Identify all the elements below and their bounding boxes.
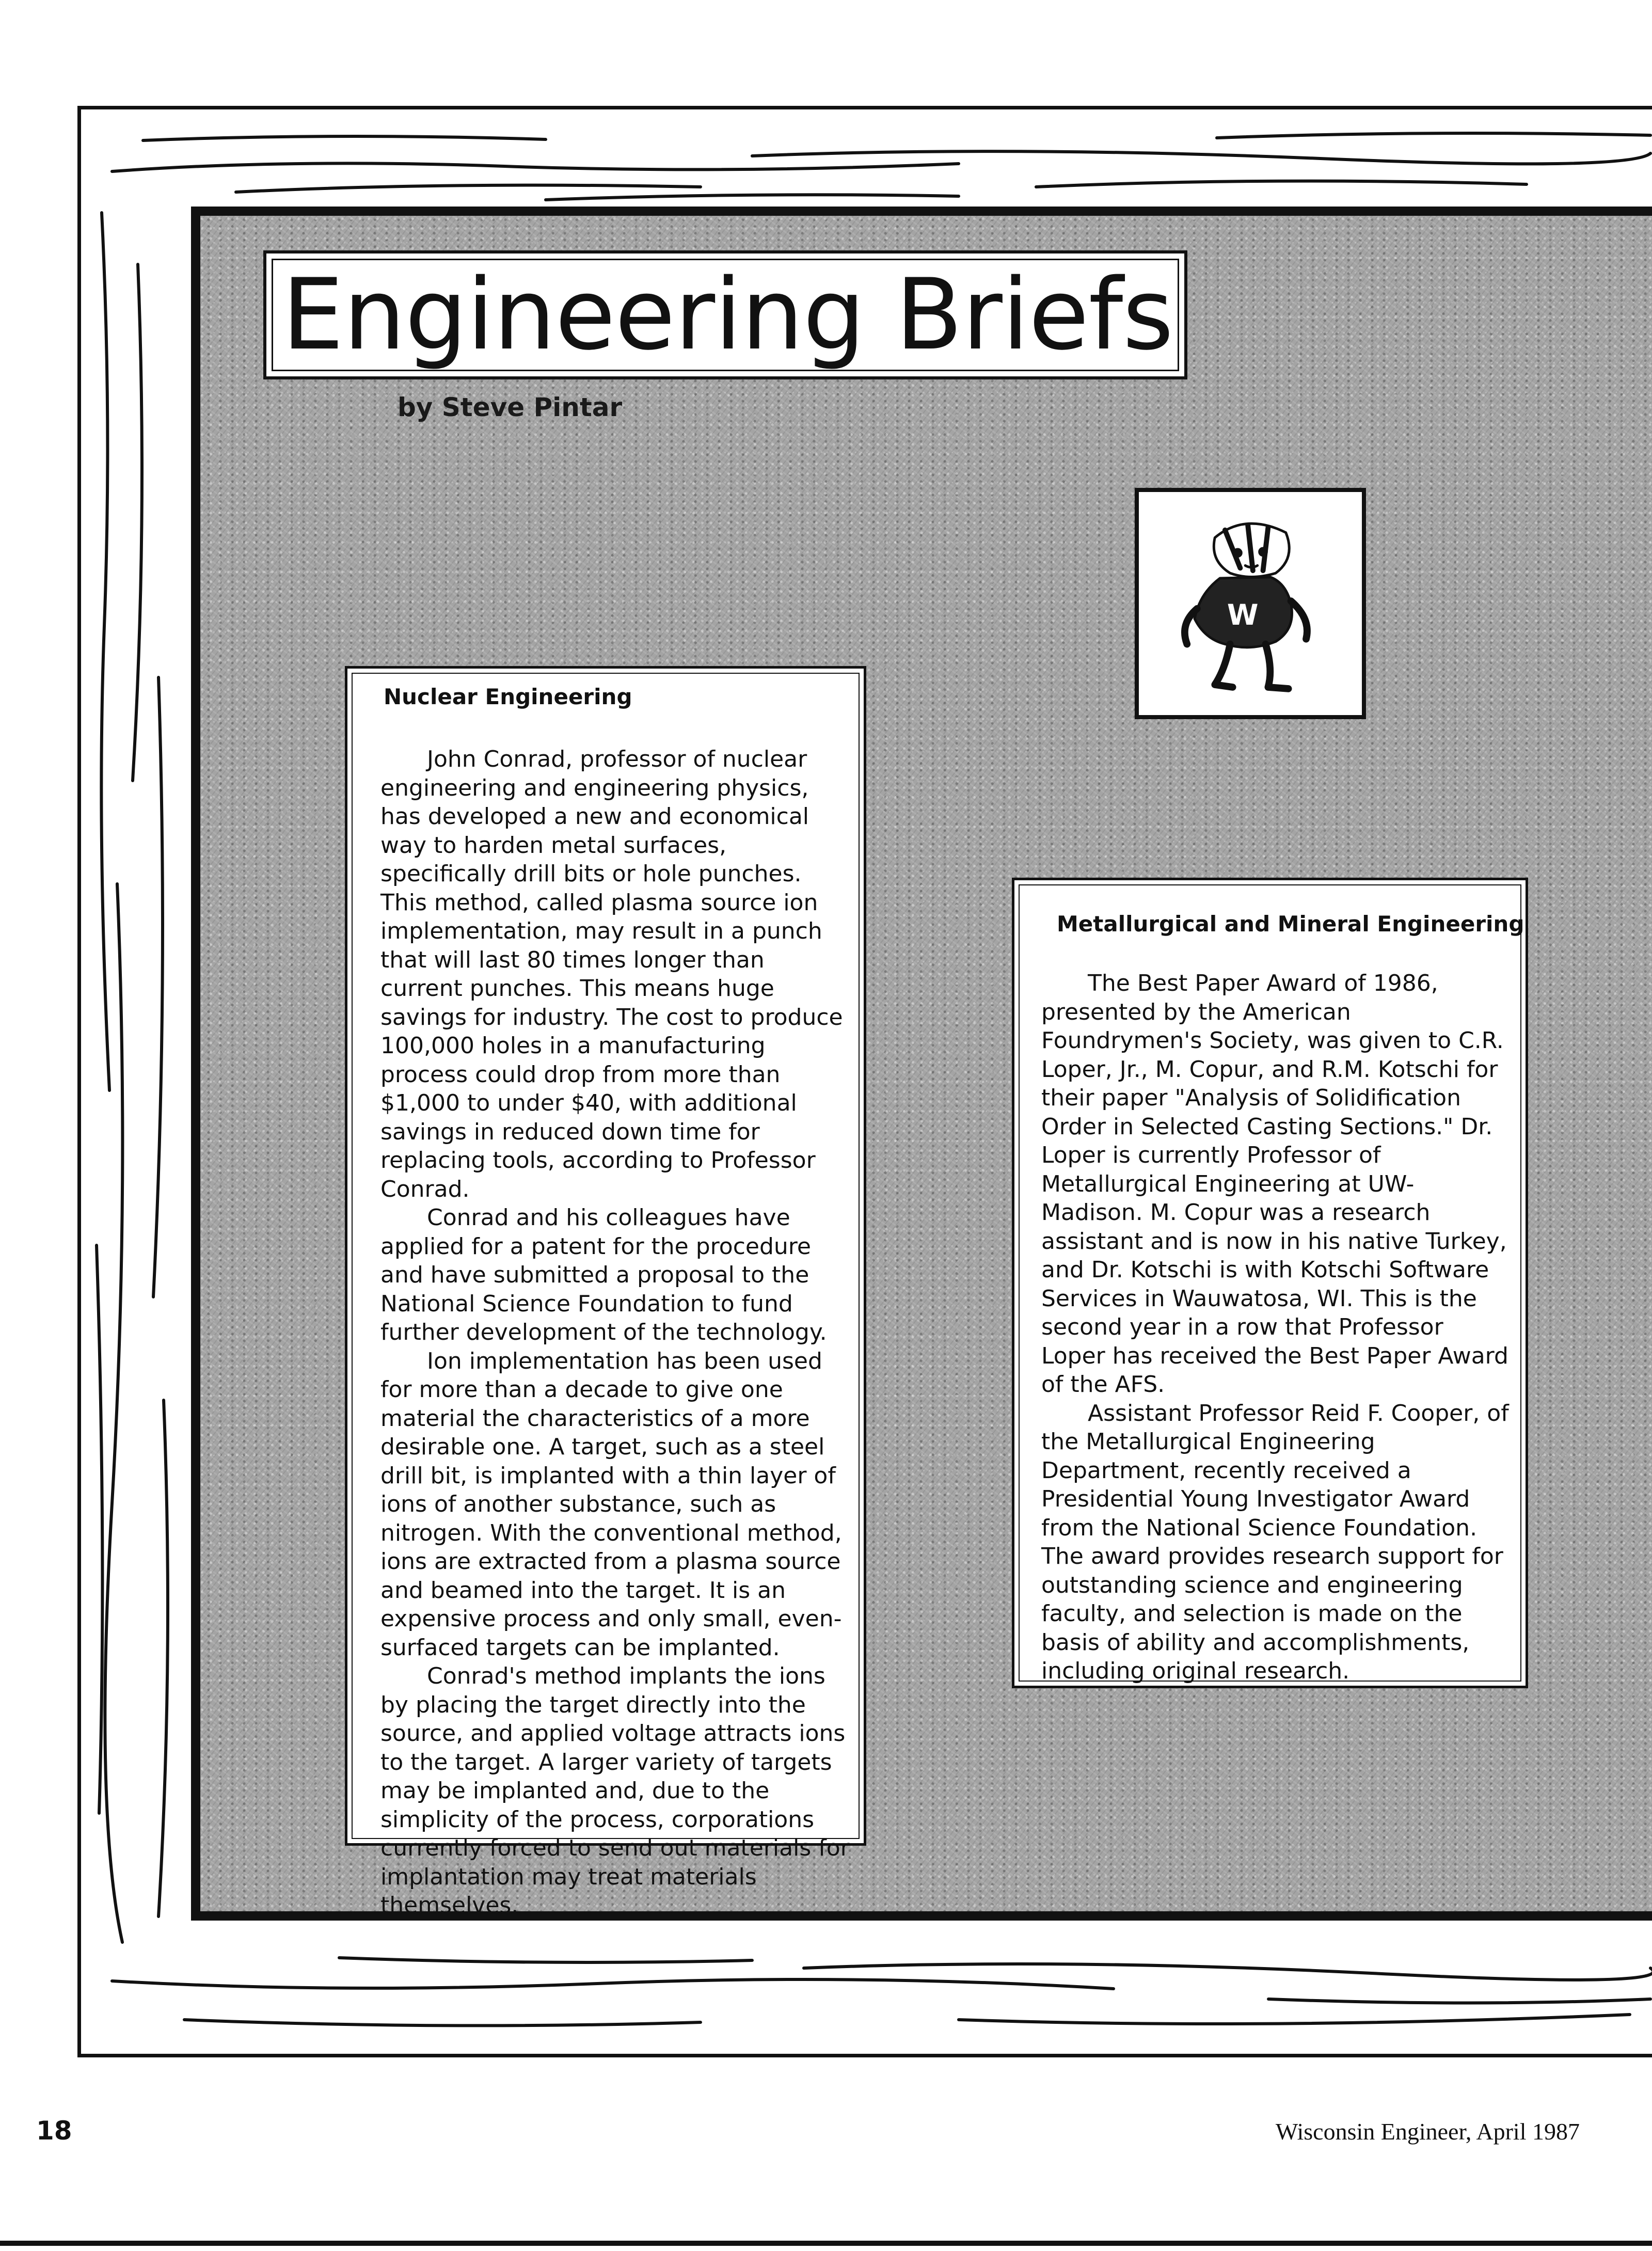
page-title: Engineering Briefs: [282, 258, 1173, 372]
title-box: [263, 250, 1187, 379]
article-heading: Metallurgical and Mineral Engineering: [1057, 911, 1524, 937]
article-nuclear-engineering: [345, 666, 866, 1919]
bottom-rule: [0, 2241, 1652, 2246]
article-metallurgical-engineering: [1012, 878, 1528, 1688]
article-body: [1041, 969, 1514, 1686]
mascot-box: [1135, 488, 1366, 719]
article-paragraph: Conrad's method implants the ions by placing the target directly into the source, and applied voltage attracts ions to the target. A larger variety of targets may be implanted and, due to the simplicity of the process, corporations currently forced to send out materials for implantation may treat materials themselves.: [380, 1663, 850, 1919]
byline: by Steve Pintar: [398, 392, 623, 422]
article-paragraph: John Conrad, professor of nuclear engineering and engineering physics, has developed a new and economical way to harden metal surfaces, specifically drill bits or hole punches. This method, called plasma source ion implementation, may result in a punch that will last 80 times longer than current punches. This means huge savings for industry. The cost to produce 100,000 holes in a manufacturing process could drop from more than $1,000 to under $40, with additional savings in reduced down time for replacing tools, according to Professor Conrad.: [380, 746, 843, 1202]
page-number: 18: [36, 2116, 72, 2146]
badger-mascot-w-icon: [1139, 492, 1362, 715]
article-paragraph: Ion implementation has been used for more than a decade to give one material the characteristics of a more desirable one. A target, such as a steel drill bit, is implanted with a thin layer of ions of another substance, such as nitrogen. With the conventional method, ions are extracted from a plasma source and beamed into the target. It is an expensive process and only small, even-surfaced targets can be implanted.: [380, 1348, 842, 1661]
article-paragraph: Conrad and his colleagues have applied for a patent for the procedure and have submitted a proposal to the National Science Foundation to fund further development of the technology.: [380, 1204, 827, 1345]
publication-footer: Wisconsin Engineer, April 1987: [1275, 2118, 1580, 2145]
article-paragraph: Assistant Professor Reid F. Cooper, of the Metallurgical Engineering Department, recently received a Presidential Young Investigator Award from the National Science Foundation. The award provides research support for outstanding science and engineering faculty, and selection is made on the basis of ability and accomplishments, including original research.: [1041, 1400, 1509, 1684]
article-body: [380, 745, 850, 1920]
article-paragraph: The Best Paper Award of 1986, presented by the American Foundrymen's Society, was given to C.R. Loper, Jr., M. Copur, and R.M. Kotschi for their paper "Analysis of Solidification Order in Selected Casting Sections." Dr. Loper is currently Professor of Metallurgical Engineering at UW-Madison. M. Copur was a research assistant and is now in his native Turkey, and Dr. Kotschi is with Kotschi Software Services in Wauwatosa, WI. This is the second year in a row that Professor Loper has received the Best Paper Award of the AFS.: [1041, 970, 1508, 1398]
mascot-letter: W: [1227, 598, 1259, 632]
article-heading: Nuclear Engineering: [384, 684, 632, 709]
